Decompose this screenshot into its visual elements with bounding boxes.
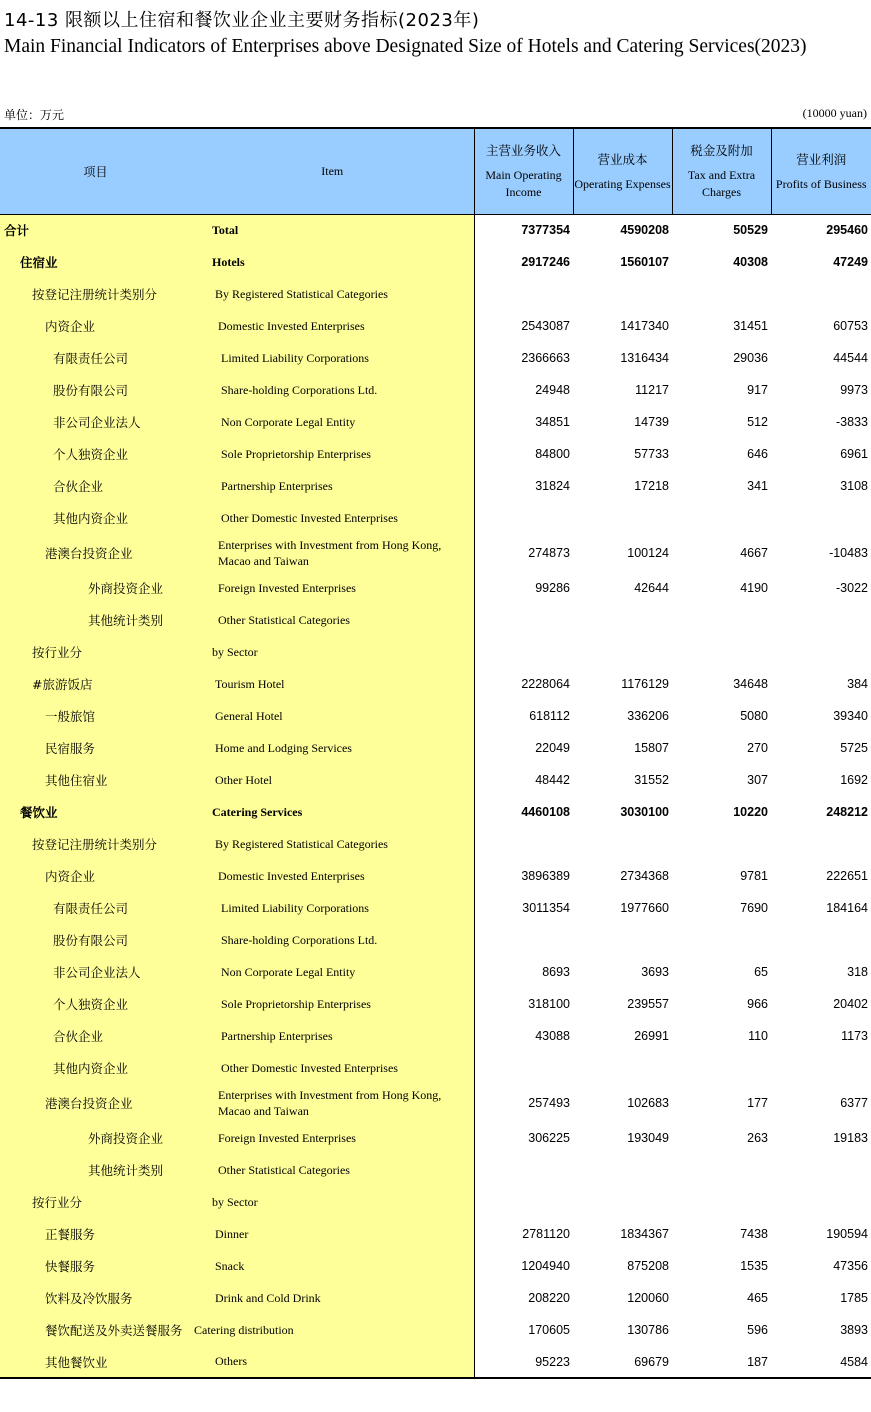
table-row xyxy=(0,374,871,406)
cell-profits-of-business: 184164 xyxy=(826,901,868,915)
row-item-en: Other Statistical Categories xyxy=(191,604,474,636)
cell-main-operating-income: 170605 xyxy=(528,1323,570,1337)
row-item-en: Share-holding Corporations Ltd. xyxy=(191,374,474,406)
row-item-cn: 内资企业 xyxy=(0,860,191,892)
cell-tax-extra-charges: 65 xyxy=(754,965,768,979)
table-row xyxy=(0,764,871,796)
row-item-en: Dinner xyxy=(191,1218,474,1250)
cell-main-operating-income: 3896389 xyxy=(521,869,570,883)
cell-profits-of-business: 3108 xyxy=(840,479,868,493)
row-item-cn: 其他餐饮业 xyxy=(0,1346,191,1378)
cell-main-operating-income: 7377354 xyxy=(521,223,570,238)
cell-profits-of-business: 222651 xyxy=(826,869,868,883)
cell-main-operating-income: 4460108 xyxy=(521,805,570,819)
table-row xyxy=(0,572,871,604)
table-row xyxy=(0,796,871,828)
cell-profits-of-business xyxy=(771,1186,871,1218)
cell-tax-extra-charges: 40308 xyxy=(733,255,768,269)
cell-main-operating-income: 31824 xyxy=(535,479,570,493)
row-item-en: Enterprises with Investment from Hong Kong, Macao and Taiwan xyxy=(191,534,474,572)
cell-operating-expenses: 875208 xyxy=(627,1259,669,1273)
row-item-en: Partnership Enterprises xyxy=(191,470,474,502)
table-row xyxy=(0,246,871,278)
cell-operating-expenses xyxy=(573,924,672,956)
row-item-cn: 有限责任公司 xyxy=(0,892,191,924)
header-item-en: Item xyxy=(191,128,474,214)
row-item-cn: 外商投资企业 xyxy=(0,572,191,604)
row-item-cn: 其他内资企业 xyxy=(0,502,191,534)
cell-main-operating-income xyxy=(474,636,573,668)
row-item-en: by Sector xyxy=(191,1186,474,1218)
cell-main-operating-income xyxy=(474,924,573,956)
cell-profits-of-business: 295460 xyxy=(826,223,868,238)
table-row xyxy=(0,534,871,572)
cell-main-operating-income: 2917246 xyxy=(521,255,570,269)
cell-operating-expenses: 42644 xyxy=(634,581,669,595)
cell-tax-extra-charges: 307 xyxy=(747,773,768,787)
cell-main-operating-income: 1204940 xyxy=(521,1259,570,1273)
cell-main-operating-income: 2781120 xyxy=(522,1227,570,1241)
header-col3-cn: 税金及附加 xyxy=(690,143,753,159)
cell-tax-extra-charges: 270 xyxy=(747,741,768,755)
cell-main-operating-income: 48442 xyxy=(535,773,570,787)
cell-main-operating-income: 8693 xyxy=(542,965,570,979)
row-item-cn: 餐饮配送及外卖送餐服务 xyxy=(0,1314,191,1346)
cell-tax-extra-charges: 596 xyxy=(747,1323,768,1337)
row-item-cn: 按行业分 xyxy=(0,1186,191,1218)
cell-profits-of-business: 5725 xyxy=(840,741,868,755)
cell-profits-of-business: 39340 xyxy=(833,709,868,723)
table-row xyxy=(0,956,871,988)
cell-tax-extra-charges: 50529 xyxy=(733,223,768,238)
row-item-cn: 其他统计类别 xyxy=(0,1154,191,1186)
table-row xyxy=(0,278,871,310)
header-col3-en: Tax and Extra Charges xyxy=(687,168,756,200)
row-item-cn: 股份有限公司 xyxy=(0,924,191,956)
cell-tax-extra-charges: 29036 xyxy=(733,351,768,365)
cell-profits-of-business: 248212 xyxy=(826,805,868,819)
cell-profits-of-business: 47356 xyxy=(833,1259,868,1273)
cell-operating-expenses xyxy=(573,278,672,310)
cell-tax-extra-charges xyxy=(672,604,771,636)
row-item-cn: 非公司企业法人 xyxy=(0,406,191,438)
cell-profits-of-business: 1785 xyxy=(840,1291,868,1305)
table-header-row xyxy=(0,128,871,214)
header-operating-expenses xyxy=(573,128,672,214)
cell-main-operating-income: 99286 xyxy=(535,581,570,595)
table-row xyxy=(0,502,871,534)
cell-tax-extra-charges xyxy=(672,1154,771,1186)
cell-main-operating-income: 34851 xyxy=(535,415,570,429)
row-item-cn: 港澳台投资企业 xyxy=(0,1084,191,1122)
row-item-en: Partnership Enterprises xyxy=(191,1020,474,1052)
table-row xyxy=(0,924,871,956)
row-item-en: By Registered Statistical Categories xyxy=(191,828,474,860)
cell-profits-of-business: 1692 xyxy=(840,773,868,787)
header-profits-of-business xyxy=(771,128,871,214)
cell-tax-extra-charges xyxy=(672,924,771,956)
cell-profits-of-business: 318 xyxy=(847,965,868,979)
cell-operating-expenses: 4590208 xyxy=(620,223,669,238)
row-item-cn: 饮料及冷饮服务 xyxy=(0,1282,191,1314)
row-item-en: Foreign Invested Enterprises xyxy=(191,572,474,604)
row-item-en: Catering Services xyxy=(191,796,474,828)
cell-tax-extra-charges xyxy=(672,1186,771,1218)
row-item-cn: 股份有限公司 xyxy=(0,374,191,406)
cell-main-operating-income: 95223 xyxy=(474,1346,573,1378)
cell-operating-expenses: 3030100 xyxy=(620,805,669,819)
cell-operating-expenses: 239557 xyxy=(627,997,669,1011)
table-row xyxy=(0,438,871,470)
row-item-en: Sole Proprietorship Enterprises xyxy=(191,438,474,470)
row-item-cn: 按登记注册统计类别分 xyxy=(0,828,191,860)
cell-tax-extra-charges: 512 xyxy=(747,415,768,429)
table-row xyxy=(0,700,871,732)
cell-main-operating-income: 2366663 xyxy=(521,351,570,365)
row-item-en: Non Corporate Legal Entity xyxy=(191,406,474,438)
row-item-cn: 按行业分 xyxy=(0,636,191,668)
cell-tax-extra-charges xyxy=(672,278,771,310)
row-item-en: Total xyxy=(191,214,474,246)
row-item-cn: 港澳台投资企业 xyxy=(0,534,191,572)
table-row xyxy=(0,604,871,636)
cell-operating-expenses: 14739 xyxy=(634,415,669,429)
row-item-cn: 个人独资企业 xyxy=(0,988,191,1020)
row-item-cn: 其他住宿业 xyxy=(0,764,191,796)
cell-profits-of-business xyxy=(771,636,871,668)
cell-operating-expenses: 1417340 xyxy=(620,319,669,333)
row-item-cn: 一般旅馆 xyxy=(0,700,191,732)
row-item-cn: 合伙企业 xyxy=(0,470,191,502)
cell-operating-expenses: 100124 xyxy=(627,546,669,560)
table-row xyxy=(0,1084,871,1122)
cell-tax-extra-charges: 177 xyxy=(747,1096,768,1110)
cell-tax-extra-charges: 341 xyxy=(747,479,768,493)
row-item-en: Share-holding Corporations Ltd. xyxy=(191,924,474,956)
cell-operating-expenses: 15807 xyxy=(634,741,669,755)
header-col1-cn: 主营业务收入 xyxy=(485,143,561,159)
cell-profits-of-business: 20402 xyxy=(833,997,868,1011)
cell-profits-of-business xyxy=(771,924,871,956)
row-item-en: Sole Proprietorship Enterprises xyxy=(191,988,474,1020)
row-item-en: Domestic Invested Enterprises xyxy=(191,860,474,892)
cell-operating-expenses: 336206 xyxy=(627,709,669,723)
page-title-en: Main Financial Indicators of Enterprises above Designated Size of Hotels and Catering Services(2023) xyxy=(4,36,807,57)
cell-operating-expenses: 1316434 xyxy=(620,351,669,365)
row-item-en: Limited Liability Corporations xyxy=(191,342,474,374)
table-row xyxy=(0,342,871,374)
header-col2-en: Operating Expenses xyxy=(574,176,671,191)
table-row xyxy=(0,892,871,924)
cell-main-operating-income xyxy=(474,828,573,860)
cell-profits-of-business: 19183 xyxy=(833,1131,868,1145)
row-item-cn: 内资企业 xyxy=(0,310,191,342)
cell-operating-expenses: 17218 xyxy=(634,479,669,493)
cell-tax-extra-charges: 9781 xyxy=(740,869,768,883)
table-row xyxy=(0,470,871,502)
cell-tax-extra-charges: 187 xyxy=(672,1346,771,1378)
row-item-cn: #旅游饭店 xyxy=(0,668,191,700)
cell-operating-expenses: 2734368 xyxy=(620,869,669,883)
row-item-cn: 个人独资企业 xyxy=(0,438,191,470)
cell-profits-of-business: 60753 xyxy=(833,319,868,333)
row-item-en: Non Corporate Legal Entity xyxy=(191,956,474,988)
row-item-en: Other Domestic Invested Enterprises xyxy=(191,1052,474,1084)
row-item-cn: 正餐服务 xyxy=(0,1218,191,1250)
cell-profits-of-business: 4584 xyxy=(771,1346,871,1378)
row-item-cn: 非公司企业法人 xyxy=(0,956,191,988)
cell-main-operating-income: 24948 xyxy=(535,383,570,397)
cell-operating-expenses xyxy=(573,604,672,636)
cell-tax-extra-charges: 5080 xyxy=(740,709,768,723)
row-item-cn: 外商投资企业 xyxy=(0,1122,191,1154)
row-item-en: Snack xyxy=(191,1250,474,1282)
cell-tax-extra-charges xyxy=(672,636,771,668)
cell-operating-expenses: 1176129 xyxy=(621,677,669,691)
page-title-cn: 14-13 限额以上住宿和餐饮业企业主要财务指标(2023年) xyxy=(4,10,480,31)
cell-profits-of-business xyxy=(771,604,871,636)
cell-tax-extra-charges: 966 xyxy=(747,997,768,1011)
cell-profits-of-business xyxy=(771,1052,871,1084)
row-item-cn: 餐饮业 xyxy=(0,796,191,828)
header-col2-cn: 营业成本 xyxy=(597,151,648,167)
cell-profits-of-business: 3893 xyxy=(840,1323,868,1337)
row-item-en: Others xyxy=(191,1346,474,1378)
cell-main-operating-income: 43088 xyxy=(535,1029,570,1043)
cell-operating-expenses xyxy=(573,1186,672,1218)
cell-tax-extra-charges: 917 xyxy=(747,383,768,397)
cell-operating-expenses: 11217 xyxy=(635,383,669,397)
table-row xyxy=(0,732,871,764)
row-item-en: Foreign Invested Enterprises xyxy=(191,1122,474,1154)
cell-tax-extra-charges: 263 xyxy=(747,1131,768,1145)
cell-main-operating-income: 274873 xyxy=(528,546,570,560)
cell-operating-expenses: 31552 xyxy=(634,773,669,787)
cell-main-operating-income: 318100 xyxy=(528,997,570,1011)
row-item-en: Limited Liability Corporations xyxy=(191,892,474,924)
row-item-cn: 合伙企业 xyxy=(0,1020,191,1052)
row-item-en: Home and Lodging Services xyxy=(191,732,474,764)
cell-main-operating-income xyxy=(474,604,573,636)
table-row xyxy=(0,1186,871,1218)
header-item-cn: 项目 xyxy=(0,128,191,214)
unit-label-en: (10000 yuan) xyxy=(802,106,867,120)
cell-main-operating-income: 2228064 xyxy=(521,677,570,691)
row-item-en: Other Statistical Categories xyxy=(191,1154,474,1186)
cell-main-operating-income xyxy=(474,1154,573,1186)
cell-tax-extra-charges: 1535 xyxy=(740,1259,768,1273)
cell-tax-extra-charges: 31451 xyxy=(733,319,768,333)
row-item-cn: 有限责任公司 xyxy=(0,342,191,374)
cell-main-operating-income: 257493 xyxy=(528,1096,570,1110)
table-row xyxy=(0,860,871,892)
cell-tax-extra-charges: 4190 xyxy=(740,581,768,595)
cell-main-operating-income: 2543087 xyxy=(521,319,570,333)
cell-main-operating-income xyxy=(474,278,573,310)
cell-tax-extra-charges: 34648 xyxy=(733,677,768,691)
cell-profits-of-business xyxy=(771,502,871,534)
row-item-en: Other Domestic Invested Enterprises xyxy=(191,502,474,534)
table-row xyxy=(0,1122,871,1154)
cell-operating-expenses: 1560107 xyxy=(620,255,669,269)
cell-operating-expenses: 1834367 xyxy=(620,1227,669,1241)
cell-tax-extra-charges: 10220 xyxy=(733,805,768,819)
cell-profits-of-business: 190594 xyxy=(826,1227,868,1241)
cell-main-operating-income: 618112 xyxy=(529,709,570,723)
table-body xyxy=(0,214,871,1378)
cell-main-operating-income: 3011354 xyxy=(522,901,570,915)
cell-tax-extra-charges xyxy=(672,502,771,534)
cell-profits-of-business xyxy=(771,278,871,310)
row-item-cn: 合计 xyxy=(0,214,191,246)
row-item-cn: 民宿服务 xyxy=(0,732,191,764)
cell-operating-expenses: 193049 xyxy=(627,1131,669,1145)
header-main-operating-income xyxy=(474,128,573,214)
row-item-en: By Registered Statistical Categories xyxy=(191,278,474,310)
row-item-cn: 其他内资企业 xyxy=(0,1052,191,1084)
unit-label-cn: 单位：万元 xyxy=(4,108,65,122)
row-item-cn: 快餐服务 xyxy=(0,1250,191,1282)
cell-operating-expenses: 69679 xyxy=(573,1346,672,1378)
cell-operating-expenses: 1977660 xyxy=(620,901,669,915)
header-tax-extra-charges xyxy=(672,128,771,214)
cell-operating-expenses xyxy=(573,636,672,668)
header-col4-en: Profits of Business xyxy=(775,176,867,191)
cell-profits-of-business: -3022 xyxy=(836,581,868,595)
row-item-en: Domestic Invested Enterprises xyxy=(191,310,474,342)
table-row xyxy=(0,1282,871,1314)
cell-profits-of-business: 384 xyxy=(847,677,868,691)
cell-main-operating-income xyxy=(474,502,573,534)
cell-profits-of-business: 47249 xyxy=(833,255,868,269)
cell-tax-extra-charges xyxy=(672,1052,771,1084)
cell-operating-expenses xyxy=(573,1154,672,1186)
table-row xyxy=(0,636,871,668)
cell-profits-of-business: 1173 xyxy=(841,1029,868,1043)
cell-main-operating-income: 208220 xyxy=(528,1291,570,1305)
cell-main-operating-income xyxy=(474,1186,573,1218)
table-row xyxy=(0,1052,871,1084)
row-item-cn: 住宿业 xyxy=(0,246,191,278)
cell-operating-expenses: 130786 xyxy=(627,1323,669,1337)
table-row xyxy=(0,668,871,700)
cell-profits-of-business xyxy=(771,828,871,860)
row-item-en: Enterprises with Investment from Hong Kong, Macao and Taiwan xyxy=(191,1084,474,1122)
cell-profits-of-business xyxy=(771,1154,871,1186)
table-row xyxy=(0,1020,871,1052)
row-item-cn: 其他统计类别 xyxy=(0,604,191,636)
cell-operating-expenses xyxy=(573,828,672,860)
table-row xyxy=(0,1154,871,1186)
cell-operating-expenses xyxy=(573,1052,672,1084)
cell-tax-extra-charges: 465 xyxy=(747,1291,768,1305)
table-row xyxy=(0,1346,871,1378)
cell-tax-extra-charges: 646 xyxy=(747,447,768,461)
cell-profits-of-business: -10483 xyxy=(829,546,868,560)
cell-profits-of-business: 9973 xyxy=(840,383,868,397)
table-row xyxy=(0,214,871,246)
table-row xyxy=(0,1314,871,1346)
row-item-en: General Hotel xyxy=(191,700,474,732)
cell-profits-of-business: 6961 xyxy=(840,447,868,461)
cell-tax-extra-charges: 7690 xyxy=(740,901,768,915)
row-item-cn: 按登记注册统计类别分 xyxy=(0,278,191,310)
cell-tax-extra-charges xyxy=(672,828,771,860)
cell-profits-of-business: 6377 xyxy=(840,1096,868,1110)
header-col1-en: Main Operating Income xyxy=(485,168,562,200)
cell-main-operating-income xyxy=(474,1052,573,1084)
table-row xyxy=(0,1250,871,1282)
row-item-en: Drink and Cold Drink xyxy=(191,1282,474,1314)
row-item-en: by Sector xyxy=(191,636,474,668)
table-row xyxy=(0,406,871,438)
cell-operating-expenses: 102683 xyxy=(627,1096,669,1110)
cell-tax-extra-charges: 7438 xyxy=(740,1227,768,1241)
cell-tax-extra-charges: 110 xyxy=(748,1029,768,1043)
cell-operating-expenses: 57733 xyxy=(634,447,669,461)
cell-profits-of-business: -3833 xyxy=(836,415,868,429)
cell-profits-of-business: 44544 xyxy=(833,351,868,365)
table-row xyxy=(0,310,871,342)
row-item-en: Hotels xyxy=(191,246,474,278)
cell-main-operating-income: 306225 xyxy=(528,1131,570,1145)
row-item-en: Tourism Hotel xyxy=(191,668,474,700)
cell-operating-expenses: 26991 xyxy=(634,1029,669,1043)
table-row xyxy=(0,828,871,860)
cell-main-operating-income: 22049 xyxy=(535,741,570,755)
row-item-en: Other Hotel xyxy=(191,764,474,796)
cell-operating-expenses xyxy=(573,502,672,534)
cell-operating-expenses: 3693 xyxy=(641,965,669,979)
cell-tax-extra-charges: 4667 xyxy=(740,546,768,560)
table-row xyxy=(0,1218,871,1250)
cell-main-operating-income: 84800 xyxy=(535,447,570,461)
cell-operating-expenses: 120060 xyxy=(627,1291,669,1305)
row-item-en: Catering distribution xyxy=(191,1314,474,1346)
header-col4-cn: 营业利润 xyxy=(796,151,847,167)
table-row xyxy=(0,988,871,1020)
financial-indicators-table xyxy=(0,127,871,1379)
